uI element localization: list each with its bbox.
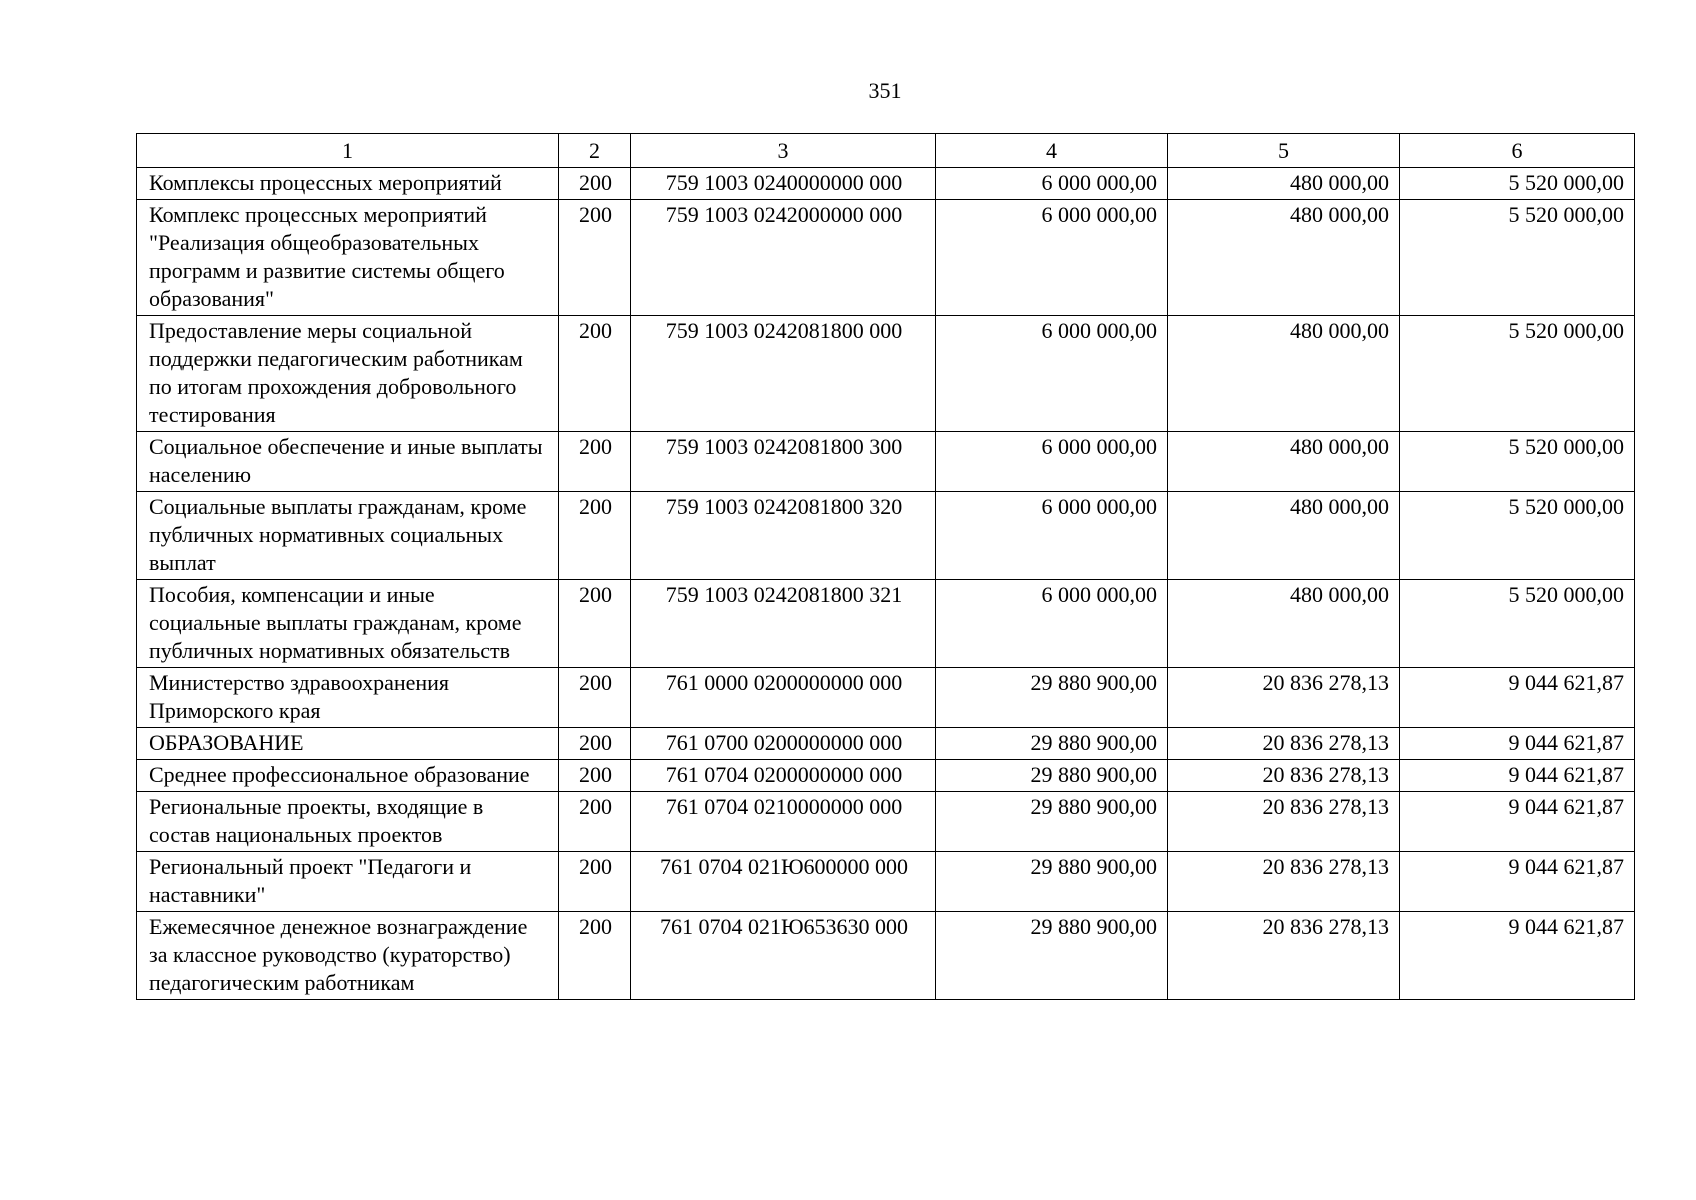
row-amount-col5-cell: 20 836 278,13: [1168, 852, 1400, 912]
row-code-cell: 200: [559, 432, 631, 492]
row-amount-col5-cell: 20 836 278,13: [1168, 760, 1400, 792]
column-header: 4: [936, 134, 1168, 168]
row-kbk-cell: 761 0700 0200000000 000: [631, 728, 936, 760]
row-name-cell: ОБРАЗОВАНИЕ: [137, 728, 559, 760]
row-code-cell: 200: [559, 760, 631, 792]
page-number: 351: [868, 78, 902, 103]
column-header: 5: [1168, 134, 1400, 168]
row-amount-col5-cell: 20 836 278,13: [1168, 792, 1400, 852]
table-row: [137, 912, 1635, 1000]
row-code-cell: 200: [559, 792, 631, 852]
column-header: 1: [137, 134, 559, 168]
row-amount-col6-cell: 5 520 000,00: [1400, 316, 1635, 432]
row-code-cell: 200: [559, 912, 631, 1000]
budget-table: [136, 133, 1635, 1000]
row-kbk-cell: 761 0704 021Ю653630 000: [631, 912, 936, 1000]
row-amount-col5-cell: 480 000,00: [1168, 316, 1400, 432]
row-name-cell: Региональные проекты, входящие в состав национальных проектов: [137, 792, 559, 852]
row-amount-col6-cell: 9 044 621,87: [1400, 728, 1635, 760]
row-amount-col4-cell: 29 880 900,00: [936, 760, 1168, 792]
table-row: [137, 760, 1635, 792]
row-name-cell: Региональный проект "Педагоги и наставники": [137, 852, 559, 912]
row-amount-col5-cell: 480 000,00: [1168, 432, 1400, 492]
row-amount-col4-cell: 29 880 900,00: [936, 792, 1168, 852]
row-amount-col4-cell: 29 880 900,00: [936, 912, 1168, 1000]
row-kbk-cell: 759 1003 0242081800 300: [631, 432, 936, 492]
row-code-cell: 200: [559, 580, 631, 668]
row-kbk-cell: 759 1003 0242081800 000: [631, 316, 936, 432]
row-amount-col4-cell: 29 880 900,00: [936, 668, 1168, 728]
row-amount-col4-cell: 6 000 000,00: [936, 316, 1168, 432]
row-amount-col6-cell: 5 520 000,00: [1400, 432, 1635, 492]
column-header: 2: [559, 134, 631, 168]
row-code-cell: 200: [559, 200, 631, 316]
row-amount-col5-cell: 480 000,00: [1168, 492, 1400, 580]
row-amount-col5-cell: 20 836 278,13: [1168, 668, 1400, 728]
row-amount-col6-cell: 5 520 000,00: [1400, 168, 1635, 200]
row-kbk-cell: 759 1003 0242081800 321: [631, 580, 936, 668]
row-amount-col6-cell: 9 044 621,87: [1400, 792, 1635, 852]
row-kbk-cell: 759 1003 0242000000 000: [631, 200, 936, 316]
row-code-cell: 200: [559, 316, 631, 432]
table-row: [137, 200, 1635, 316]
row-amount-col6-cell: 9 044 621,87: [1400, 852, 1635, 912]
row-name-cell: Комплексы процессных мероприятий: [137, 168, 559, 200]
table-row: [137, 792, 1635, 852]
row-amount-col6-cell: 9 044 621,87: [1400, 912, 1635, 1000]
row-amount-col4-cell: 6 000 000,00: [936, 432, 1168, 492]
row-kbk-cell: 761 0704 0210000000 000: [631, 792, 936, 852]
table-row: [137, 728, 1635, 760]
row-amount-col6-cell: 9 044 621,87: [1400, 668, 1635, 728]
row-name-cell: Ежемесячное денежное вознаграждение за классное руководство (кураторство) педагогическим работникам: [137, 912, 559, 1000]
row-code-cell: 200: [559, 492, 631, 580]
row-kbk-cell: 761 0704 021Ю600000 000: [631, 852, 936, 912]
row-name-cell: Предоставление меры социальной поддержки педагогическим работникам по итогам прохождения добровольного тестирования: [137, 316, 559, 432]
row-kbk-cell: 759 1003 0240000000 000: [631, 168, 936, 200]
row-kbk-cell: 759 1003 0242081800 320: [631, 492, 936, 580]
row-amount-col4-cell: 6 000 000,00: [936, 580, 1168, 668]
row-code-cell: 200: [559, 168, 631, 200]
table-row: [137, 168, 1635, 200]
row-name-cell: Комплекс процессных мероприятий "Реализация общеобразовательных программ и развитие системы общего образования": [137, 200, 559, 316]
row-amount-col4-cell: 6 000 000,00: [936, 200, 1168, 316]
column-header: 6: [1400, 134, 1635, 168]
row-amount-col6-cell: 5 520 000,00: [1400, 200, 1635, 316]
table-body: [137, 168, 1635, 1000]
row-amount-col5-cell: 20 836 278,13: [1168, 728, 1400, 760]
row-name-cell: Социальные выплаты гражданам, кроме публичных нормативных социальных выплат: [137, 492, 559, 580]
table-row: [137, 668, 1635, 728]
row-amount-col6-cell: 5 520 000,00: [1400, 580, 1635, 668]
row-amount-col4-cell: 6 000 000,00: [936, 168, 1168, 200]
row-amount-col5-cell: 480 000,00: [1168, 580, 1400, 668]
row-amount-col4-cell: 6 000 000,00: [936, 492, 1168, 580]
row-amount-col5-cell: 480 000,00: [1168, 168, 1400, 200]
column-header: 3: [631, 134, 936, 168]
row-name-cell: Пособия, компенсации и иные социальные выплаты гражданам, кроме публичных нормативных обязательств: [137, 580, 559, 668]
table-row: [137, 492, 1635, 580]
table-row: [137, 852, 1635, 912]
table-row: [137, 432, 1635, 492]
row-amount-col6-cell: 5 520 000,00: [1400, 492, 1635, 580]
row-kbk-cell: 761 0000 0200000000 000: [631, 668, 936, 728]
table-header-row: [137, 134, 1635, 168]
table-row: [137, 316, 1635, 432]
row-name-cell: Среднее профессиональное образование: [137, 760, 559, 792]
row-name-cell: Социальное обеспечение и иные выплаты населению: [137, 432, 559, 492]
table-row: [137, 580, 1635, 668]
row-name-cell: Министерство здравоохранения Приморского края: [137, 668, 559, 728]
row-code-cell: 200: [559, 852, 631, 912]
row-amount-col5-cell: 480 000,00: [1168, 200, 1400, 316]
row-amount-col4-cell: 29 880 900,00: [936, 852, 1168, 912]
row-amount-col5-cell: 20 836 278,13: [1168, 912, 1400, 1000]
row-code-cell: 200: [559, 668, 631, 728]
row-amount-col6-cell: 9 044 621,87: [1400, 760, 1635, 792]
row-amount-col4-cell: 29 880 900,00: [936, 728, 1168, 760]
row-kbk-cell: 761 0704 0200000000 000: [631, 760, 936, 792]
row-code-cell: 200: [559, 728, 631, 760]
